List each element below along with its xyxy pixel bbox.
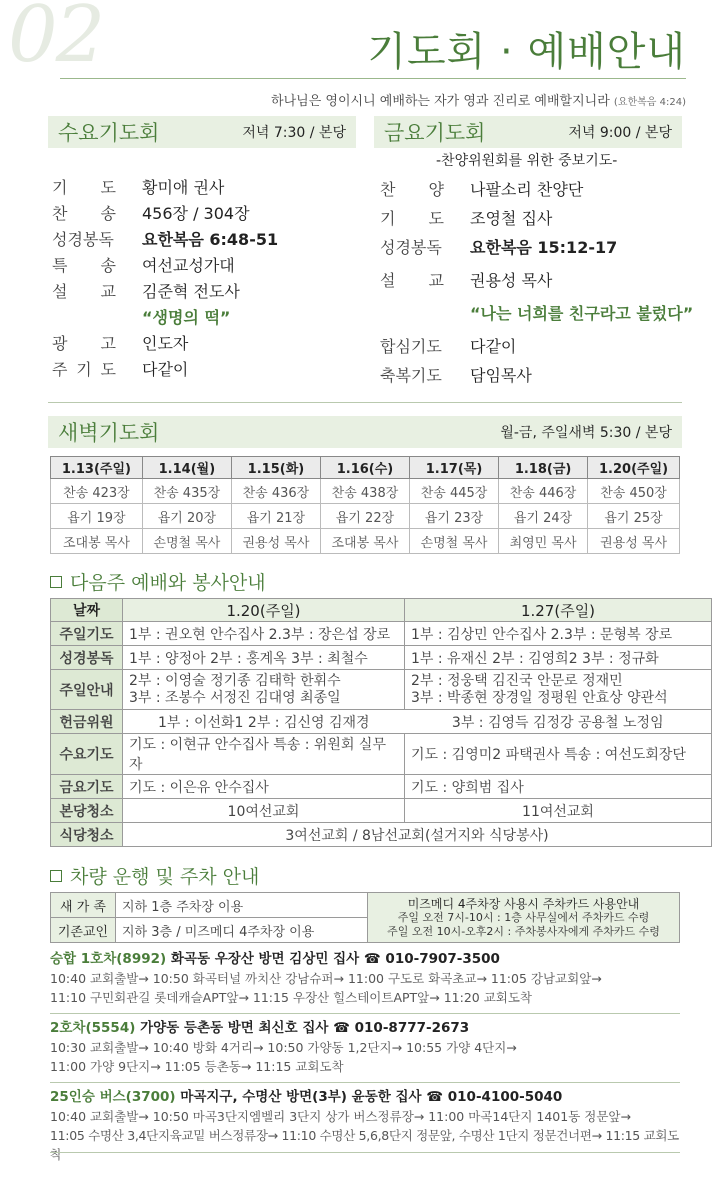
guide-1: [123, 670, 405, 710]
fri-prayer-label: 금요기도: [51, 775, 123, 799]
guide-label: 주일안내: [51, 670, 123, 710]
main-clean-label: 본당청소: [51, 799, 123, 823]
guide-1-line2: 3부 : 조봉수 서정진 김대영 최종일: [129, 689, 341, 706]
dawn-day: 1.14(월): [142, 457, 231, 479]
wednesday-item-label: [52, 305, 116, 331]
friday-item-label-char: 축복기도: [380, 366, 442, 385]
wednesday-item-label-char: 교: [100, 282, 116, 301]
dawn-reading: 욥기 25장: [588, 504, 680, 529]
friday-item-label-char: 양: [428, 180, 444, 199]
mizmedi-line-1: 주일 오전 7시-10시 : 1층 사무실에서 주차카드 수령: [397, 910, 650, 924]
dawn-day-row: [51, 457, 680, 479]
friday-item-value: 조영철 집사: [470, 209, 553, 228]
dawn-title: 새벽기도회: [58, 421, 160, 445]
friday-item-label-char: 성경봉독: [380, 238, 442, 257]
bus-2: [50, 1019, 680, 1076]
wednesday-item-label: [52, 227, 142, 253]
page-title: 기도회 · 예배안내: [367, 29, 686, 75]
wednesday-item-label: [52, 357, 116, 383]
friday-item-label: [380, 299, 444, 328]
dawn-reading: 욥기 22장: [320, 504, 409, 529]
dawn-table: [50, 456, 680, 554]
dawn-hymn: 찬송 423장: [51, 479, 143, 504]
bus-1-name: 승합 1호차(8992): [50, 951, 167, 967]
wednesday-header: [48, 116, 356, 148]
dawn-day: 1.18(금): [499, 457, 588, 479]
square-bullet-icon: [50, 576, 62, 588]
page-number: 02: [8, 0, 104, 80]
wednesday-item-value: 요한복음 6:48-51: [142, 230, 279, 249]
dawn-reading: 욥기 24장: [499, 504, 588, 529]
dawn-preacher: 조대봉 목사: [320, 529, 409, 554]
next-week-heading: [50, 568, 266, 595]
bus-3-line1: 10:40 교회출발→ 10:50 마곡3단지엠벨리 3단지 상가 버스정류장→ 11:00 마곡14단지 1401동 정문앞→: [50, 1109, 631, 1124]
friday-item-value: 나팔소리 찬양단: [470, 180, 584, 199]
dawn-hymn: 찬송 435장: [142, 479, 231, 504]
wed-prayer-label: 수요기도: [51, 734, 123, 775]
guide-2: [405, 670, 712, 710]
dawn-preacher: 권용성 목사: [231, 529, 320, 554]
dawn-reading: 욥기 20장: [142, 504, 231, 529]
wednesday-item-row: [52, 175, 352, 201]
bus-divider: [50, 1013, 680, 1014]
scripture-label: 성경봉독: [51, 646, 123, 670]
friday-item-label-char: 교: [428, 271, 444, 290]
verse: [271, 90, 686, 109]
dawn-preacher: 손명철 목사: [142, 529, 231, 554]
wednesday-item-row: [52, 253, 352, 279]
mizmedi-line-2: 주일 오전 10시-오후2시 : 주차봉사자에게 주차카드 수령: [387, 924, 660, 938]
guide-2-line1: 2부 : 정웅택 김진국 안문로 정재민: [411, 672, 623, 689]
wednesday-program: [52, 175, 352, 383]
friday-item-row: [380, 361, 700, 390]
wednesday-item-label: [52, 253, 116, 279]
wednesday-item-label-char: 기: [52, 178, 68, 197]
wednesday-item-label-char: 특: [52, 256, 68, 275]
bus-1-route: 화곡동 우장산 방면 김상민 집사 ☎ 010-7907-3500: [166, 951, 500, 967]
friday-item-label-char: 설: [380, 271, 396, 290]
dawn-preacher: 권용성 목사: [588, 529, 680, 554]
wednesday-time: 저녁 7:30 / 본당: [242, 125, 346, 141]
main-clean-2: 11여선교회: [405, 799, 712, 823]
dining-clean-value: 3여선교회 / 8남선교회(설거지와 식당봉사): [123, 823, 712, 847]
dawn-preacher: 조대봉 목사: [51, 529, 143, 554]
bus-2-line2: 11:00 가양 9단지→ 11:05 등촌동→ 11:15 교회도착: [50, 1059, 344, 1074]
wednesday-item-label-char: 광: [52, 334, 68, 353]
new-family-label: 새 가 족: [51, 893, 116, 918]
friday-item-value: 담임목사: [470, 366, 532, 385]
friday-item-label-char: 합심기도: [380, 337, 442, 356]
friday-item-value: 권용성 목사: [470, 271, 553, 290]
scripture-1: 1부 : 양정아 2부 : 홍계옥 3부 : 최철수: [123, 646, 405, 670]
bus-1-line2: 11:10 구민회관길 롯데캐슬APT앞→ 11:15 우장산 힐스테이트APT앞→ 11:20 교회도착: [50, 990, 533, 1005]
wednesday-item-row: [52, 279, 352, 305]
bus-divider: [50, 1152, 680, 1153]
wednesday-item-row: [52, 305, 352, 331]
dawn-preacher: 손명철 목사: [410, 529, 499, 554]
bus-2-route: 가양동 등촌동 방면 최신호 집사 ☎ 010-8777-2673: [135, 1020, 470, 1036]
dawn-day: 1.13(주일): [51, 457, 143, 479]
dawn-hymn-row: [51, 479, 680, 504]
friday-title: 금요기도회: [384, 121, 486, 145]
friday-item-label: [380, 266, 444, 295]
friday-item-label: [380, 233, 470, 262]
guide-2-line2: 3부 : 박종현 장경일 정평원 안효상 양관석: [411, 689, 668, 706]
members-value: 지하 3층 / 미즈메디 4주차장 이용: [116, 918, 368, 943]
main-clean-1: 10여선교회: [123, 799, 405, 823]
offering-1: 1부 : 이선화1 2부 : 김신영 김재경: [123, 710, 405, 734]
wednesday-item-value: 456장 / 304장: [142, 204, 250, 223]
bus-3-line2: 11:05 수명산 3,4단지육교밑 버스정류장→ 11:10 수명산 5,6,8단지 정문앞, 수명산 1단지 정문건너편→ 11:15 교회도착: [50, 1128, 679, 1162]
dawn-day: 1.20(주일): [588, 457, 680, 479]
wednesday-item-label-char: 고: [100, 334, 116, 353]
bus-divider: [50, 1082, 680, 1083]
offering-2: 3부 : 김영득 김정강 공용철 노정임: [405, 710, 712, 734]
bus-3-route: 마곡지구, 수명산 방면(3부) 윤동한 집사 ☎ 010-4100-5040: [175, 1089, 563, 1105]
wednesday-item-value: 인도자: [142, 334, 189, 353]
friday-item-row: [380, 175, 700, 204]
wednesday-item-label-char: 송: [100, 256, 116, 275]
wednesday-item-row: [52, 201, 352, 227]
wednesday-item-label: [52, 175, 116, 201]
dining-clean-label: 식당청소: [51, 823, 123, 847]
dawn-hymn: 찬송 446장: [499, 479, 588, 504]
date-2: 1.27(주일): [405, 599, 712, 622]
bus-3-name: 25인승 버스(3700): [50, 1089, 176, 1105]
friday-item-label: [380, 175, 444, 204]
friday-program: [380, 175, 700, 390]
dawn-hymn: 찬송 438장: [320, 479, 409, 504]
dawn-day: 1.15(화): [231, 457, 320, 479]
sunday-prayer-1: 1부 : 권오현 안수집사 2.3부 : 장은섭 장로: [123, 622, 405, 646]
wednesday-item-row: [52, 331, 352, 357]
verse-ref: (요한복음 4:24): [613, 97, 686, 108]
wednesday-item-label-char: 성경봉독: [52, 230, 114, 249]
date-1: 1.20(주일): [123, 599, 405, 622]
wednesday-item-label-char: 주: [52, 360, 68, 379]
dawn-hymn: 찬송 450장: [588, 479, 680, 504]
wednesday-item-label-char: 찬: [52, 204, 68, 223]
friday-item-label: [380, 204, 444, 233]
dawn-preacher: 최영민 목사: [499, 529, 588, 554]
wednesday-item-label-char: 기: [76, 360, 92, 379]
dawn-reading: 욥기 23장: [410, 504, 499, 529]
friday-time: 저녁 9:00 / 본당: [568, 125, 672, 141]
wed-prayer-1: 기도 : 이현규 안수집사 특송 : 위원회 실무자: [123, 734, 405, 775]
bus-3-header: [50, 1088, 680, 1107]
sunday-prayer-label: 주일기도: [51, 622, 123, 646]
section-divider: [48, 402, 682, 403]
dawn-preacher-row: [51, 529, 680, 554]
offering-label: 헌금위원: [51, 710, 123, 734]
wednesday-item-value: “생명의 떡”: [142, 308, 231, 327]
friday-item-value: 요한복음 15:12-17: [470, 238, 618, 257]
friday-item-label: [380, 332, 470, 361]
friday-item-value: “나는 너희를 친구라고 불렀다”: [470, 304, 694, 323]
members-label: 기존교인: [51, 918, 116, 943]
bus-2-line1: 10:30 교회출발→ 10:40 방화 4거리→ 10:50 가양동 1,2단지→ 10:55 가양 4단지→: [50, 1040, 517, 1055]
new-family-value: 지하 1층 주차장 이용: [116, 893, 368, 918]
bus-1: [50, 950, 680, 1007]
guide-1-line1: 2부 : 이영술 정기종 김태학 한휘수: [129, 672, 341, 689]
friday-item-label-char: 기: [380, 209, 396, 228]
friday-header: [374, 116, 682, 148]
friday-item-label-char: 찬: [380, 180, 396, 199]
dawn-reading: 욥기 19장: [51, 504, 143, 529]
wednesday-item-label-char: 설: [52, 282, 68, 301]
dawn-hymn: 찬송 436장: [231, 479, 320, 504]
friday-item-row: [380, 233, 700, 262]
bus-1-header: [50, 950, 680, 969]
square-bullet-icon: [50, 870, 62, 882]
wednesday-item-label: [52, 331, 116, 357]
bus-2-name: 2호차(5554): [50, 1020, 136, 1036]
friday-item-row: [380, 266, 700, 295]
dawn-header: [48, 416, 682, 448]
fri-prayer-2: 기도 : 양희범 집사: [405, 775, 712, 799]
wednesday-item-row: [52, 357, 352, 383]
mizmedi-info: [368, 893, 680, 943]
wednesday-item-label-char: 도: [100, 178, 116, 197]
date-label: 날짜: [51, 599, 123, 622]
scripture-2: 1부 : 유재신 2부 : 김영희2 3부 : 정규화: [405, 646, 712, 670]
sunday-prayer-2: 1부 : 김상민 안수집사 2.3부 : 문형복 장로: [405, 622, 712, 646]
parking-table: [50, 892, 680, 943]
friday-item-label: [380, 361, 470, 390]
wednesday-item-label-char: 송: [100, 204, 116, 223]
title-rule: [60, 78, 686, 79]
dawn-day: 1.17(목): [410, 457, 499, 479]
dawn-reading-row: [51, 504, 680, 529]
friday-item-row: [380, 332, 700, 361]
wednesday-item-value: 다같이: [142, 360, 189, 379]
dawn-reading: 욥기 21장: [231, 504, 320, 529]
friday-subtitle: -찬양위원회를 위한 중보기도-: [436, 153, 618, 169]
wednesday-item-value: 여선교성가대: [142, 256, 235, 275]
friday-item-value: 다같이: [470, 337, 517, 356]
wed-prayer-2: 기도 : 김영미2 파택권사 특송 : 여선도회장단: [405, 734, 712, 775]
dawn-time: 월-금, 주일새벽 5:30 / 본당: [500, 425, 672, 441]
wednesday-item-value: 김준혁 전도사: [142, 282, 240, 301]
wednesday-title: 수요기도회: [58, 121, 160, 145]
dawn-day: 1.16(수): [320, 457, 409, 479]
friday-item-row: [380, 204, 700, 233]
wednesday-item-value: 황미애 권사: [142, 178, 225, 197]
mizmedi-title: 미즈메디 4주차장 사용시 주차카드 사용안내: [407, 896, 640, 911]
friday-item-label-char: 도: [428, 209, 444, 228]
wednesday-item-label-char: 도: [100, 360, 116, 379]
friday-item-row: [380, 299, 700, 328]
bus-2-header: [50, 1019, 680, 1038]
bus-1-line1: 10:40 교회출발→ 10:50 화곡터널 까치산 강남슈퍼→ 11:00 구도로 화곡초교→ 11:05 강남교회앞→: [50, 971, 602, 986]
parking-title: 차량 운행 및 주차 안내: [70, 866, 260, 888]
wednesday-item-row: [52, 227, 352, 253]
verse-text: 하나님은 영이시니 예배하는 자가 영과 진리로 예배할지니라: [271, 94, 610, 109]
next-week-title: 다음주 예배와 봉사안내: [70, 572, 266, 594]
parking-heading: [50, 862, 259, 889]
next-week-table: [50, 598, 712, 847]
dawn-hymn: 찬송 445장: [410, 479, 499, 504]
wednesday-item-label: [52, 201, 116, 227]
wednesday-item-label: [52, 279, 116, 305]
fri-prayer-1: 기도 : 이은유 안수집사: [123, 775, 405, 799]
